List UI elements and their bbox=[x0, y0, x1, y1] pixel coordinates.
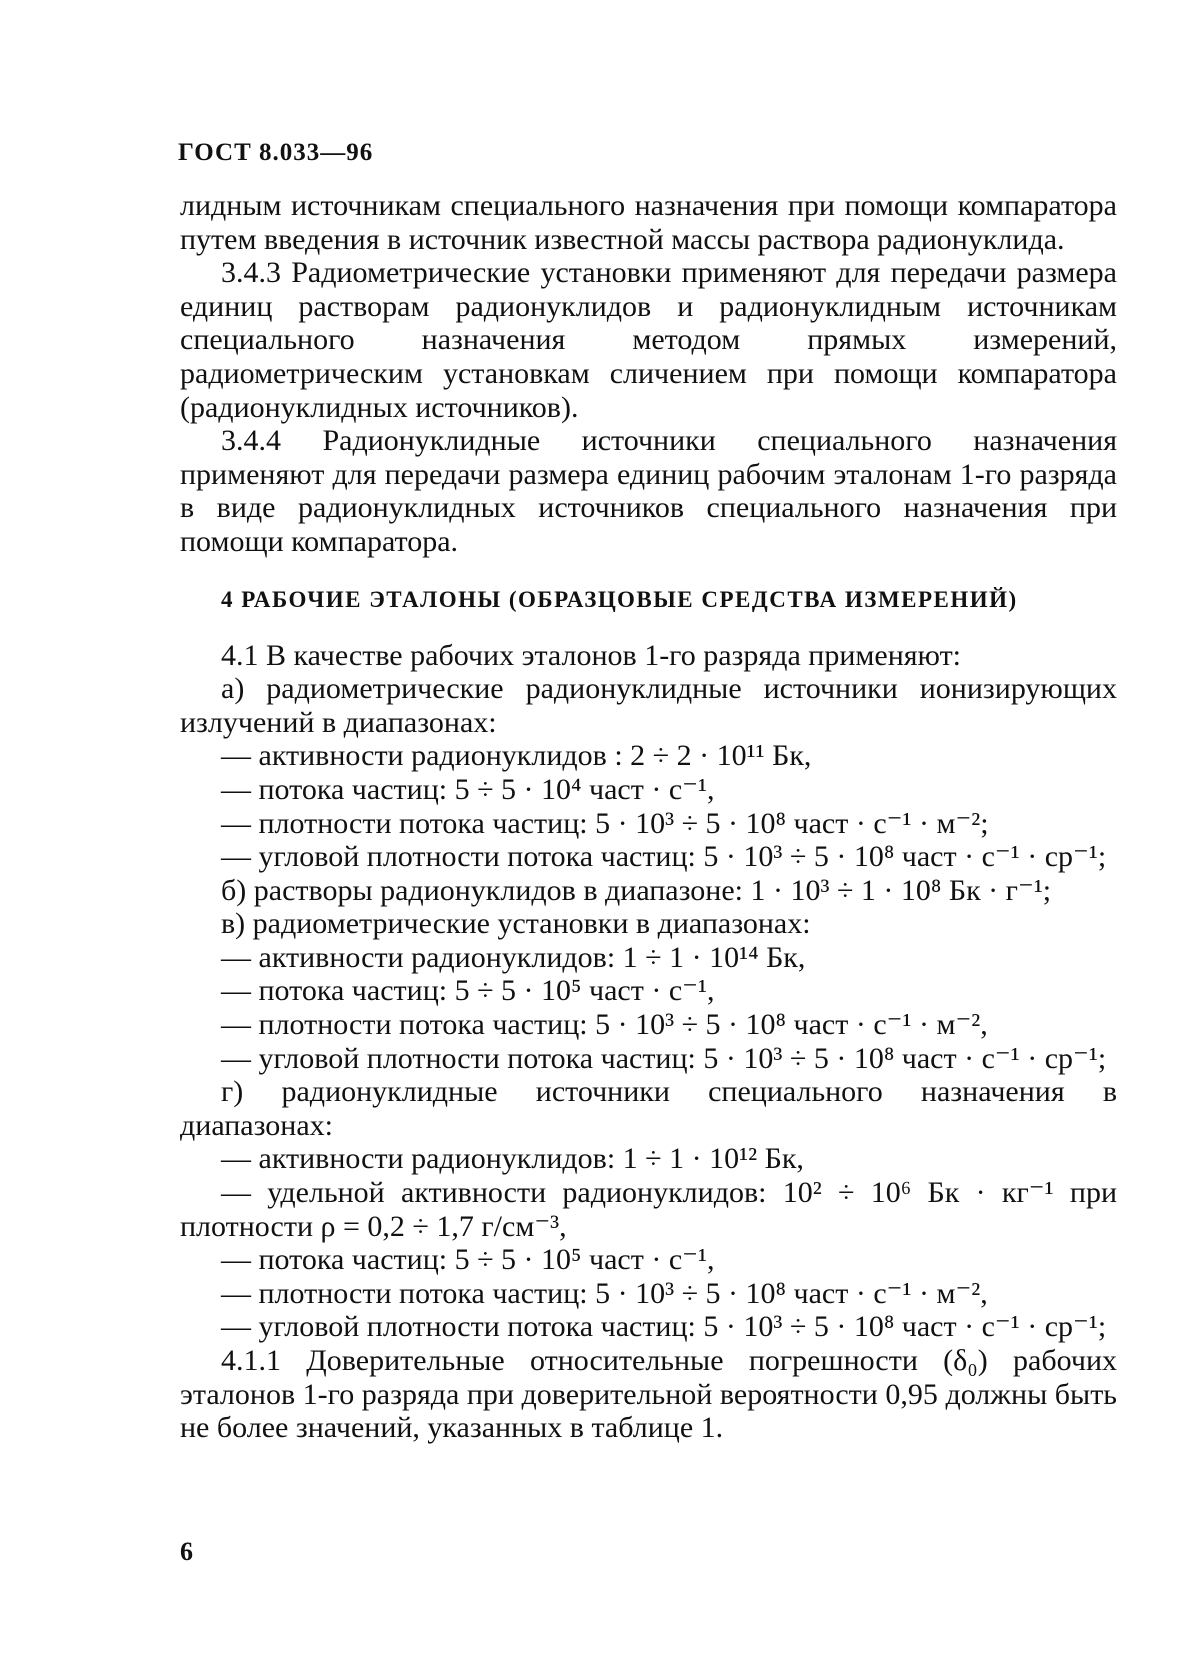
paragraph-3-4-3: 3.4.3 Радиометрические установки применяют для передачи размера единиц растворам радионуклидов и радионуклидным источникам специального назначения методом прямых измерений, радиометрическим установкам сличением при помощи компаратора (радионуклидных источников). bbox=[180, 256, 1117, 424]
range-item: — потока частиц: 5 ÷ 5 · 10⁵ част · с⁻¹, bbox=[221, 974, 715, 1008]
paragraph-3-4-4: 3.4.4 Радионуклидные источники специального назначения применяют для передачи размера единиц рабочим эталонам 1-го разряда в виде радионуклидных источников специального назначения при помощи компаратора. bbox=[180, 424, 1117, 558]
range-item: — активности радионуклидов : 2 ÷ 2 · 10¹¹ Бк, bbox=[221, 739, 812, 773]
range-item: — активности радионуклидов: 1 ÷ 1 · 10¹² Бк, bbox=[221, 1142, 804, 1176]
page-number: 6 bbox=[180, 1537, 193, 1566]
paragraph-continuation: лидным источникам специального назначения при помощи компаратора путем введения в источник известной массы раствора радионуклида. bbox=[180, 189, 1117, 256]
range-item: — угловой плотности потока частиц: 5 · 10³ ÷ 5 · 10⁸ част · с⁻¹ · ср⁻¹; bbox=[221, 1041, 1107, 1075]
paragraph-4-1: 4.1 В качестве рабочих эталонов 1-го разряда применяют: bbox=[221, 638, 962, 672]
range-item: — плотности потока частиц: 5 · 10³ ÷ 5 · 10⁸ част · с⁻¹ · м⁻², bbox=[221, 1276, 988, 1310]
document-body bbox=[180, 189, 1117, 1445]
range-item: — активности радионуклидов: 1 ÷ 1 · 10¹⁴ Бк, bbox=[221, 940, 806, 974]
range-item: — потока частиц: 5 ÷ 5 · 10⁵ част · с⁻¹, bbox=[221, 1243, 715, 1277]
list-item-a: а) радиометрические радионуклидные источники ионизирующих излучений в диапазонах: bbox=[180, 672, 1117, 739]
section-heading-4: 4 РАБОЧИЕ ЭТАЛОНЫ (ОБРАЗЦОВЫЕ СРЕДСТВА ИЗМЕРЕНИЙ) bbox=[221, 586, 1018, 612]
paragraph-4-1-1: 4.1.1 Доверительные относительные погрешности (δ₀) рабочих эталонов 1-го разряда при доверительной вероятности 0,95 должны быть не более значений, указанных в таблице 1. bbox=[180, 1344, 1117, 1445]
range-item: — угловой плотности потока частиц: 5 · 10³ ÷ 5 · 10⁸ част · с⁻¹ · ср⁻¹; bbox=[221, 1310, 1107, 1344]
range-item: — удельной активности радионуклидов: 10² ÷ 10⁶ Бк · кг⁻¹ при плотности ρ = 0,2 ÷ 1,7 г/см⁻³, bbox=[180, 1176, 1117, 1243]
list-item-g: г) радионуклидные источники специального назначения в диапазонах: bbox=[180, 1075, 1117, 1142]
range-item: — плотности потока частиц: 5 · 10³ ÷ 5 · 10⁸ част · с⁻¹ · м⁻²; bbox=[221, 806, 989, 840]
range-item: — потока частиц: 5 ÷ 5 · 10⁴ част · с⁻¹, bbox=[221, 772, 715, 806]
list-item-v: в) радиометрические установки в диапазонах: bbox=[221, 907, 811, 941]
range-item: — угловой плотности потока частиц: 5 · 10³ ÷ 5 · 10⁸ част · с⁻¹ · ср⁻¹; bbox=[221, 840, 1107, 874]
range-item: — плотности потока частиц: 5 · 10³ ÷ 5 · 10⁸ част · с⁻¹ · м⁻², bbox=[221, 1008, 988, 1042]
document-header: ГОСТ 8.033—96 bbox=[178, 139, 374, 166]
list-item-b: б) растворы радионуклидов в диапазоне: 1 · 10³ ÷ 1 · 10⁸ Бк · г⁻¹; bbox=[221, 873, 1052, 907]
